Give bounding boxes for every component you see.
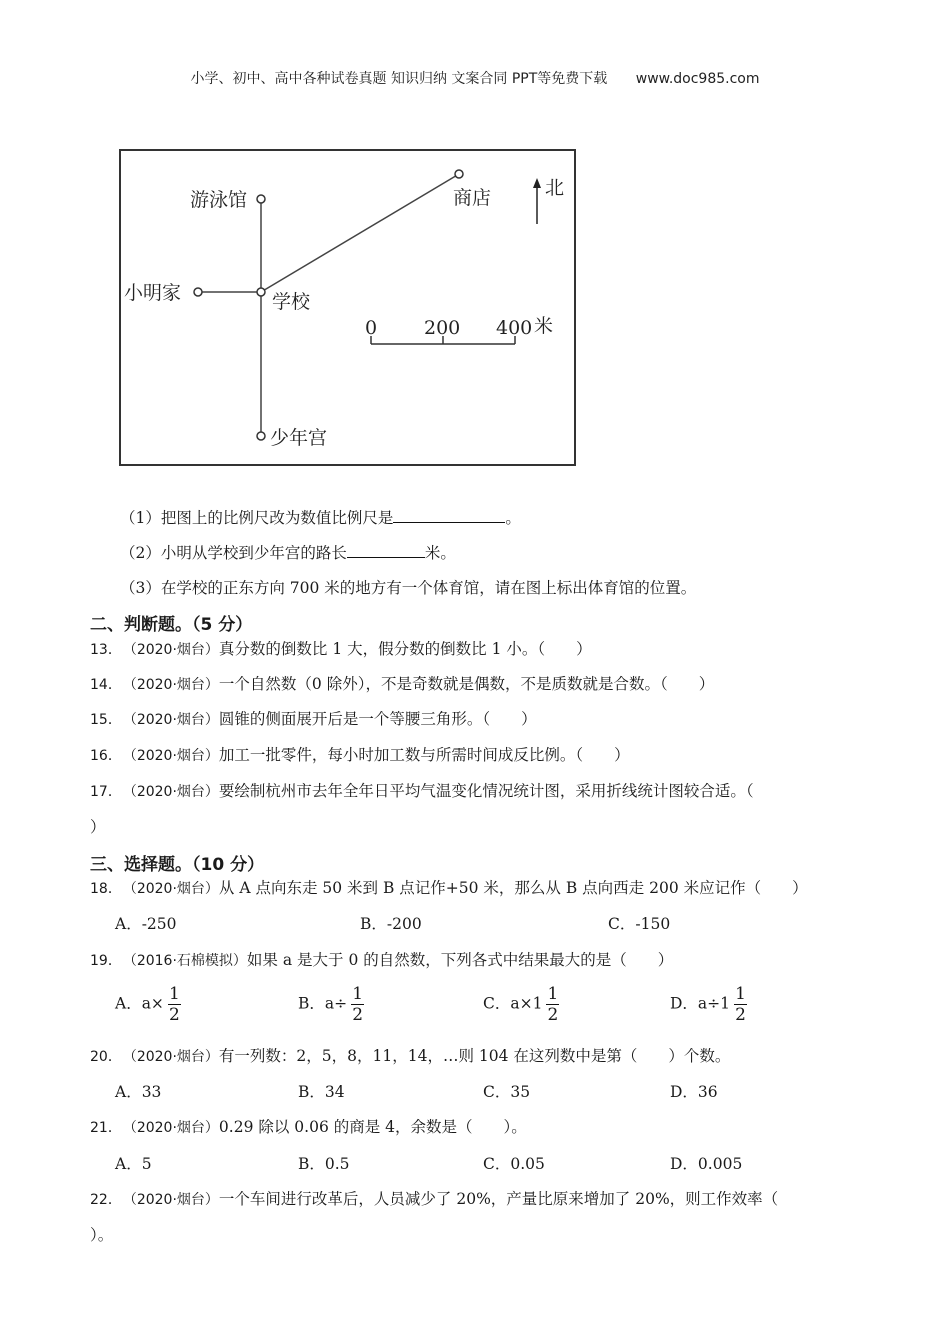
question-18	[90, 876, 808, 898]
question-text: 圆锥的侧面展开后是一个等腰三角形。（ ）	[218, 710, 537, 728]
question-text: 有一列数：2，5，8，11，14，…则 104 在这列数中是第（ ）个数。	[218, 1047, 731, 1065]
scale-unit: 米	[534, 315, 554, 337]
question-22	[90, 1187, 778, 1209]
question-20	[90, 1044, 730, 1066]
question-number: 19．	[90, 953, 122, 969]
question-source: （2020·烟台）	[129, 1049, 219, 1065]
label-school: 学校	[272, 291, 311, 313]
question-number: 21．	[90, 1120, 122, 1136]
section-2-title: 二、判断题。（5 分）	[90, 615, 253, 635]
question-16	[90, 743, 630, 765]
fraction	[168, 984, 181, 1025]
question-number: 22．	[90, 1192, 122, 1208]
question-text: 一个自然数（0 除外），不是奇数就是偶数，不是质数就是合数。（ ）	[218, 675, 715, 693]
fraction-numerator: 1	[169, 984, 180, 1004]
pool-point	[257, 195, 265, 203]
question-source: （2020·烟台）	[129, 1192, 219, 1208]
question-source: （2020·烟台）	[129, 677, 219, 693]
question-22-continuation: ）。	[90, 1226, 114, 1244]
fraction-denominator: 2	[169, 1005, 180, 1025]
question-text: 如果 a 是大于 0 的自然数，下列各式中结果最大的是（ ）	[246, 951, 674, 969]
section-3-title: 三、选择题。（10 分）	[90, 855, 265, 875]
option-21-a[interactable]: A．5	[115, 1155, 152, 1173]
page-header	[0, 68, 950, 88]
question-source: （2016·石棉模拟）	[129, 953, 247, 969]
question-17	[90, 779, 754, 801]
label-home: 小明家	[124, 282, 182, 304]
option-19-c[interactable]	[483, 984, 559, 1025]
question-number: 17．	[90, 784, 122, 800]
option-21-d[interactable]: D．0.005	[670, 1155, 743, 1173]
label-pool: 游泳馆	[190, 189, 248, 211]
question-number: 15．	[90, 712, 122, 728]
question-source: （2020·烟台）	[129, 784, 219, 800]
option-19-a[interactable]	[115, 984, 181, 1025]
school-point	[257, 288, 265, 296]
option-19-b[interactable]	[298, 984, 364, 1025]
question-source: （2020·烟台）	[129, 1120, 219, 1136]
sub-question-2-end: 米。	[424, 544, 456, 562]
shop-point	[455, 170, 463, 178]
question-21	[90, 1115, 527, 1137]
option-text: B．a÷	[298, 994, 348, 1013]
question-number: 13．	[90, 642, 122, 658]
question-text: 一个车间进行改革后，人员减少了 20%，产量比原来增加了 20%，则工作效率（	[218, 1190, 779, 1208]
north-arrow-head-icon	[533, 178, 541, 188]
scale-label-200: 200	[424, 317, 461, 339]
question-15	[90, 707, 537, 729]
fraction	[351, 984, 364, 1025]
home-point	[194, 288, 202, 296]
option-20-d[interactable]: D．36	[670, 1083, 718, 1101]
option-21-b[interactable]: B．0.5	[298, 1155, 350, 1173]
question-text: 加工一批零件，每小时加工数与所需时间成反比例。（ ）	[218, 746, 630, 764]
option-20-c[interactable]: C．35	[483, 1083, 531, 1101]
question-source: （2020·烟台）	[129, 748, 219, 764]
label-north: 北	[545, 177, 565, 199]
question-14	[90, 672, 714, 694]
option-18-b[interactable]: B．-200	[360, 915, 422, 933]
question-17-continuation: ）	[90, 818, 106, 836]
question-number: 16．	[90, 748, 122, 764]
option-18-a[interactable]: A．-250	[115, 915, 177, 933]
fraction-denominator: 2	[352, 1005, 364, 1025]
question-13	[90, 637, 592, 659]
answer-blank-1[interactable]	[393, 506, 505, 523]
option-20-b[interactable]: B．34	[298, 1083, 345, 1101]
option-20-a[interactable]: A．33	[115, 1083, 162, 1101]
label-palace: 少年宫	[270, 427, 328, 449]
question-text: 真分数的倒数比 1 大，假分数的倒数比 1 小。（ ）	[218, 640, 592, 658]
sub-question-2	[120, 541, 456, 563]
header-site: www.doc985.com	[635, 71, 760, 87]
map-frame	[120, 150, 575, 465]
question-19	[90, 948, 673, 970]
road-school-shop	[261, 174, 459, 292]
header-text: 小学、初中、高中各种试卷真题 知识归纳 文案合同 PPT等免费下载	[190, 71, 608, 87]
question-text: 要绘制杭州市去年全年日平均气温变化情况统计图，采用折线统计图较合适。（	[218, 782, 754, 800]
option-text: C．a×1	[483, 994, 543, 1013]
option-19-d[interactable]	[670, 984, 747, 1025]
question-text: 从 A 点向东走 50 米到 B 点记作+50 米，那么从 B 点向西走 200 米应记作（ ）	[218, 879, 808, 897]
map-figure	[118, 148, 578, 468]
option-text: D．a÷1	[670, 994, 731, 1013]
scale-label-400: 400	[496, 317, 533, 339]
sub-question-1-text: （1）把图上的比例尺改为数值比例尺是	[120, 509, 394, 527]
palace-point	[257, 432, 265, 440]
sub-question-1	[120, 506, 521, 528]
option-21-c[interactable]: C．0.05	[483, 1155, 545, 1173]
fraction-numerator: 1	[547, 984, 559, 1004]
question-source: （2020·烟台）	[129, 881, 219, 897]
question-source: （2020·烟台）	[129, 642, 219, 658]
fraction-denominator: 2	[735, 1005, 746, 1025]
question-source: （2020·烟台）	[129, 712, 219, 728]
label-shop: 商店	[453, 187, 492, 209]
option-text: A．a×	[115, 994, 164, 1013]
fraction-denominator: 2	[547, 1005, 559, 1025]
sub-question-2-text: （2）小明从学校到少年宫的路长	[120, 544, 347, 562]
option-18-c[interactable]: C．-150	[608, 915, 671, 933]
answer-blank-2[interactable]	[347, 541, 425, 558]
fraction-numerator: 1	[352, 984, 364, 1004]
question-number: 20．	[90, 1049, 122, 1065]
scale-label-0: 0	[365, 317, 378, 339]
sub-question-1-end: 。	[505, 509, 521, 527]
fraction-numerator: 1	[735, 984, 746, 1004]
sub-question-3: （3）在学校的正东方向 700 米的地方有一个体育馆，请在图上标出体育馆的位置。	[120, 579, 697, 597]
question-text: 0.29 除以 0.06 的商是 4，余数是（ ）。	[218, 1118, 527, 1136]
fraction	[734, 984, 747, 1025]
question-number: 14．	[90, 677, 122, 693]
fraction	[546, 984, 559, 1025]
question-number: 18．	[90, 881, 122, 897]
